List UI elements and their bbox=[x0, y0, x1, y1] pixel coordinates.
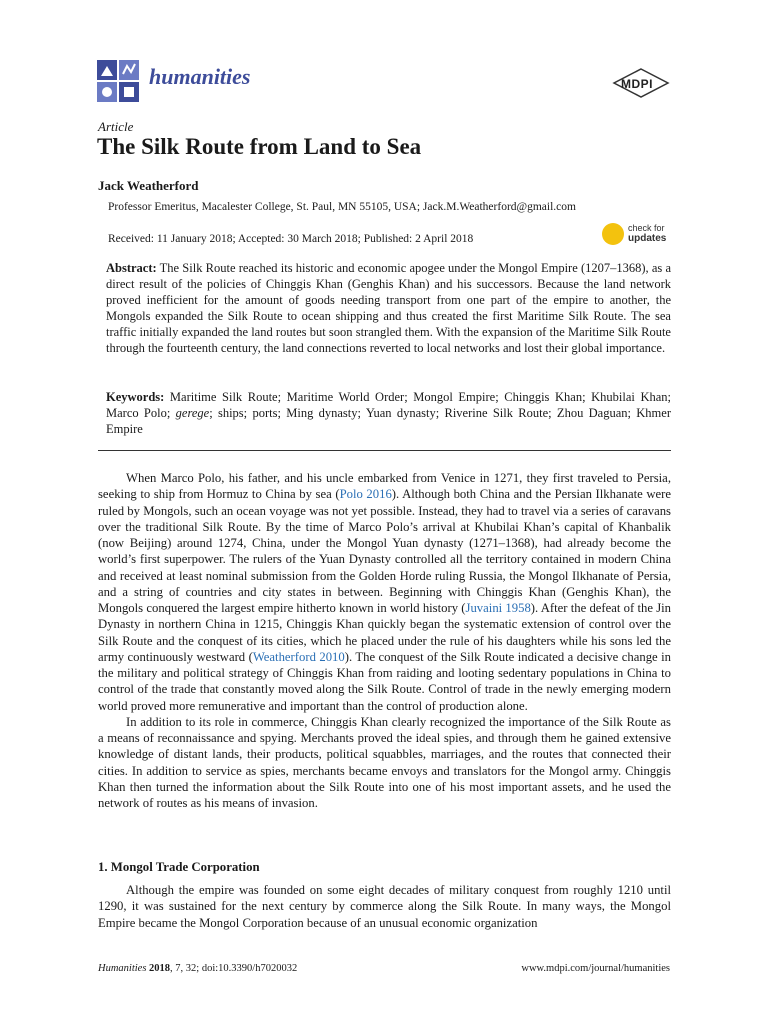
footer-doi: , 7, 32; doi:10.3390/h7020032 bbox=[170, 963, 298, 974]
abstract-text: The Silk Route reached its historic and economic apogee under the Mongol Empire (1207–1368), as a direct result of the policies of Chinggis Khan (Genghis Khan) and his successors. Because the land network proved inefficient for the amount of goods needing transport from one part of the empire to another, the Mongols expanded the Silk Route to ocean shipping and thus created the first Maritime Silk Route. The sea traffic initially expanded the land routes but soon strangled them. With the expansion of the Maritime Silk Route through the fourteenth century, the land connections reverted to local networks and lost their global importance. bbox=[106, 261, 672, 356]
author-affiliation: Professor Emeritus, Macalester College, St. Paul, MN 55105, USA; Jack.M.Weatherford@gmail.com bbox=[108, 201, 576, 213]
footer-citation bbox=[98, 963, 297, 974]
citation-weatherford-2010[interactable]: Weatherford 2010 bbox=[252, 649, 345, 664]
keywords-label: Keywords: bbox=[106, 390, 165, 404]
footer-journal: Humanities bbox=[98, 963, 147, 974]
p1-text-d: ). The conquest of the Silk Route indicated a decisive change in the military and political strategy of Chinggis Khan from raiding and looting sedentary populations in China to control of the trade that constantly moved along the Silk Route. Control of trade in the newly emerging modern world proved more remunerative and important than the control of production alone. bbox=[98, 649, 672, 713]
footer-url[interactable]: www.mdpi.com/journal/humanities bbox=[521, 963, 670, 974]
body-text-section-1 bbox=[98, 882, 671, 931]
p1-text-a: When Marco Polo, his father, and his uncle embarked from Venice in 1271, they first traveled to Persia, seeking to ship from Hormuz to China by sea ( bbox=[98, 471, 671, 502]
author-name: Jack Weatherford bbox=[98, 178, 199, 193]
publication-dates: Received: 11 January 2018; Accepted: 30 March 2018; Published: 2 April 2018 bbox=[108, 233, 474, 245]
footer-year: 2018 bbox=[149, 963, 171, 974]
keywords-text-1: Maritime Silk Route; Maritime World Order; Mongol Empire; Chinggis Khan; Khubilai Khan; Marco Polo; bbox=[106, 390, 672, 421]
check-updates-icon bbox=[602, 223, 624, 245]
body-text bbox=[98, 470, 671, 811]
check-updates-line1: check for bbox=[628, 223, 665, 233]
check-for-updates-badge[interactable] bbox=[602, 222, 672, 248]
article-type: Article bbox=[98, 119, 134, 134]
citation-juvaini-1958[interactable]: Juvaini 1958 bbox=[465, 601, 531, 615]
p1-text-c: ). After the defeat of the Jin Dynasty in northern China in 1215, Chinggis Khan quickly began the systematic extension of control over the Silk Route and the conquest of its cities, which he placed under the rule of his daughters while his sons led the army continuously westward ( bbox=[98, 601, 672, 664]
keywords-italic: gerege bbox=[175, 406, 210, 421]
section-heading: 1. Mongol Trade Corporation bbox=[98, 860, 260, 874]
check-updates-line2: updates bbox=[628, 233, 667, 244]
abstract bbox=[106, 260, 671, 357]
journal-logo-icon bbox=[97, 60, 141, 102]
citation-polo-2016[interactable]: Polo 2016 bbox=[339, 487, 392, 502]
mdpi-logo-text: MDPI bbox=[621, 77, 653, 91]
keywords-text-2: ; ships; ports; Ming dynasty; Yuan dynasty; Riverine Silk Route; Zhou Daguan; Khmer Empire bbox=[106, 406, 671, 437]
paragraph-2: In addition to its role in commerce, Chinggis Khan clearly recognized the importance of the Silk Route as a means of reconnaissance and spying. Merchants proved the ideal spies, and through them he gained extensive knowledge of distant lands, their products, political squabbles, marriages, and the routes that connected their cities. In addition to service as spies, merchants became envoys and translators for the Mongol army. Chinggis Khan then turned the information about the Silk Route into one of his most important assets, and he used the network of routes as his means of invasion. bbox=[98, 714, 671, 810]
abstract-label: Abstract: bbox=[106, 261, 157, 275]
p1-text-b: ). Although both China and the Persian Ilkhanate were ruled by Mongols, such an ocean voyage was not yet possible. Instead, they had to travel via a series of caravans over the traditional Silk Route. By the time of Marco Polo’s arrival at Khubilai Khan’s capital of Khanbalik (now Beijing) around 1274, China, under the Mongol Yuan dynasty (1271–1368), had already become the world’s first superpower. The rulers of the Yuan Dynasty controlled all the territory contained in modern China and received at least nominal submission from the Golden Horde ruling Russia, the Mongol Ilkhanate of Persia, and a string of countries and city states in between. Beginning with Chinggis Khan (Genghis Khan), the Mongols conquered the largest empire hitherto known in world history ( bbox=[98, 487, 671, 615]
journal-name: humanities bbox=[149, 64, 251, 89]
article-title: The Silk Route from Land to Sea bbox=[97, 134, 422, 159]
section-divider bbox=[98, 450, 671, 451]
paragraph-3: Although the empire was founded on some eight decades of military conquest from roughly 1210 until 1290, it was sustained for the next century by commerce along the Silk Route. In many ways, the Mongol Empire became the Mongol Corporation because of an unusual economic organization bbox=[98, 883, 671, 930]
paragraph-1 bbox=[98, 470, 671, 714]
keywords bbox=[106, 389, 671, 437]
